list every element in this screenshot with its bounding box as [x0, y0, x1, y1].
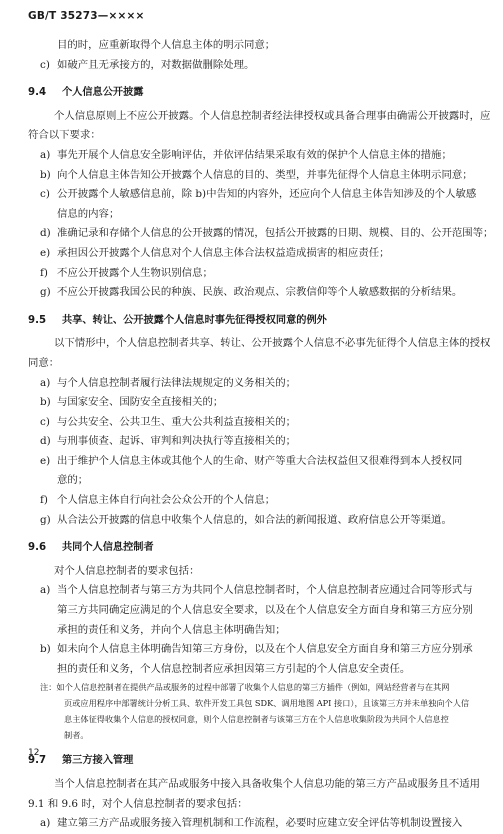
paragraph: 对个人信息控制者的要求包括：: [54, 564, 200, 577]
section-title: 共同个人信息控制者: [62, 542, 154, 554]
list-item-label: e): [40, 246, 51, 259]
list-item: [28, 56, 481, 76]
note-continuation: 页或应用程序中部署统计分析工具、软件开发工具包 SDK、调用地图 API 接口），且该第三方并未单独向个人信: [64, 698, 470, 709]
list-item-text: 与个人信息控制者履行法律法规规定的义务相关的；: [57, 376, 296, 389]
list-item-text: 当个人信息控制者与第三方为共同个人信息控制者时，个人信息控制者应通过合同等形式与: [57, 584, 473, 597]
page-number: 12: [28, 748, 40, 758]
list-item: [28, 374, 481, 394]
list-item: [28, 511, 481, 531]
paragraph: 以下情形中，个人信息控制者共享、转让、公开披露个人信息不必事先征得个人信息主体的授权: [54, 337, 491, 350]
section-heading: [28, 751, 481, 771]
list-item-label: a): [40, 584, 51, 597]
list-item: [28, 581, 481, 601]
list-item-label: g): [40, 286, 51, 299]
section-heading: [28, 538, 481, 558]
list-item-label: a): [40, 148, 51, 161]
paragraph-continuation: 9.1 和 9.6 时，对个人信息控制者的要求包括：: [28, 797, 248, 810]
list-item: [28, 146, 481, 166]
list-item-text: 向个人信息主体告知公开披露个人信息的目的、类型，并事先征得个人信息主体明示同意；: [57, 168, 473, 181]
list-item: [28, 491, 481, 511]
list-item-label: b): [40, 396, 51, 409]
list-item-label: f): [40, 494, 48, 507]
section-title: 个人信息公开披露: [62, 87, 144, 99]
paragraph-continuation: 同意：: [28, 356, 60, 369]
list-item-continuation: 意的；: [57, 474, 89, 487]
list-item-text: 不应公开披露个人生物识别信息；: [57, 266, 213, 279]
list-item-continuation: 第三方共同确定应满足的个人信息安全要求，以及在个人信息安全方面自身和第三方应分别: [57, 604, 473, 617]
list-item-label: e): [40, 454, 51, 467]
note-text: 注：如个人信息控制者在提供产品或服务的过程中部署了收集个人信息的第三方插件（例如，网站经营者与在其网: [40, 682, 450, 693]
list-item-label: c): [40, 415, 50, 428]
list-item-label: b): [40, 168, 51, 181]
list-item-text: 事先开展个人信息安全影响评估，并依评估结果采取有效的保护个人信息主体的措施；: [57, 148, 452, 161]
list-item-text: 与刑事侦查、起诉、审判和判决执行等直接相关的；: [57, 435, 296, 448]
section-number: 9.6: [28, 542, 47, 554]
list-item-text: 个人信息主体自行向社会公众公开的个人信息；: [57, 494, 276, 507]
list-item-continuation: 信息的内容；: [57, 207, 120, 220]
note-continuation: 制者。: [64, 730, 89, 741]
list-item-text: 从合法公开披露的信息中收集个人信息的，如合法的新闻报道、政府信息公开等渠道。: [57, 513, 452, 526]
list-item-text: 如破产且无承接方的，对数据做删除处理。: [57, 58, 255, 71]
section-number: 9.7: [28, 755, 47, 767]
section-title: 第三方接入管理: [62, 755, 134, 767]
paragraph: 个人信息原则上不应公开披露。个人信息控制者经法律授权或具备合理事由确需公开披露时，应: [54, 109, 491, 122]
section-number: 9.4: [28, 87, 47, 99]
list-item-label: f): [40, 266, 48, 279]
list-item: [28, 393, 481, 413]
list-item-label: b): [40, 643, 51, 656]
list-item: [28, 814, 481, 834]
list-item-label: a): [40, 817, 51, 830]
paragraph-continuation: 符合以下要求：: [28, 129, 101, 142]
list-item-label: g): [40, 513, 51, 526]
standard-code-header: GB/T 35273—××××: [28, 10, 145, 22]
section-heading: [28, 311, 481, 331]
list-item: [28, 224, 494, 244]
section-title: 共享、转让、公开披露个人信息时事先征得授权同意的例外: [62, 314, 327, 326]
list-item: [28, 283, 481, 303]
list-item-text: 如未向个人信息主体明确告知第三方身份，以及在个人信息安全方面自身和第三方应分别承: [57, 643, 473, 656]
note-continuation: 息主体征得收集个人信息的授权同意，则个人信息控制者与该第三方在个人信息收集阶段为共同个人信息控: [64, 714, 449, 725]
list-item: [28, 452, 481, 472]
list-item-text: 出于维护个人信息主体或其他个人的生命、财产等重大合法权益但又很难得到本人授权同: [57, 454, 463, 467]
list-item-continuation: 承担的责任和义务，并向个人信息主体明确告知；: [57, 623, 286, 636]
list-item: [28, 413, 481, 433]
list-item-label: c): [40, 58, 50, 71]
list-item-text: 与公共安全、公共卫生、重大公共利益直接相关的；: [57, 415, 296, 428]
section-heading: [28, 83, 481, 103]
list-item: [28, 166, 481, 186]
list-item-label: d): [40, 227, 51, 240]
list-item-continuation: 目的时，应重新取得个人信息主体的明示同意；: [57, 39, 276, 51]
list-item-text: 准确记录和存储个人信息的公开披露的情况，包括公开披露的日期、规模、目的、公开范围等；: [57, 227, 494, 240]
list-item-text: 承担因公开披露个人信息对个人信息主体合法权益造成损害的相应责任；: [57, 246, 390, 259]
paragraph: 当个人信息控制者在其产品或服务中接入具备收集个人信息功能的第三方产品或服务且不适用: [54, 778, 481, 790]
list-item-text: 不应公开披露我国公民的种族、民族、政治观点、宗教信仰等个人敏感数据的分析结果。: [57, 286, 463, 299]
list-item-label: d): [40, 435, 51, 448]
list-item-label: c): [40, 188, 50, 201]
section-number: 9.5: [28, 314, 47, 326]
list-item-label: a): [40, 376, 51, 389]
list-item: [28, 244, 481, 264]
list-item-text: 公开披露个人敏感信息前，除 b)中告知的内容外，还应向个人信息主体告知涉及的个人敏感: [57, 188, 477, 201]
list-item: [28, 432, 481, 452]
list-item-continuation: 担的责任和义务，个人信息控制者应承担因第三方引起的个人信息安全责任。: [57, 662, 411, 675]
list-item: [28, 264, 481, 284]
document-body: [28, 36, 494, 834]
list-item-text: 建立第三方产品或服务接入管理机制和工作流程，必要时应建立安全评估等机制设置接入: [57, 817, 463, 830]
list-item: [28, 640, 481, 660]
list-item-text: 与国家安全、国防安全直接相关的；: [57, 396, 224, 409]
list-item: [28, 185, 481, 205]
